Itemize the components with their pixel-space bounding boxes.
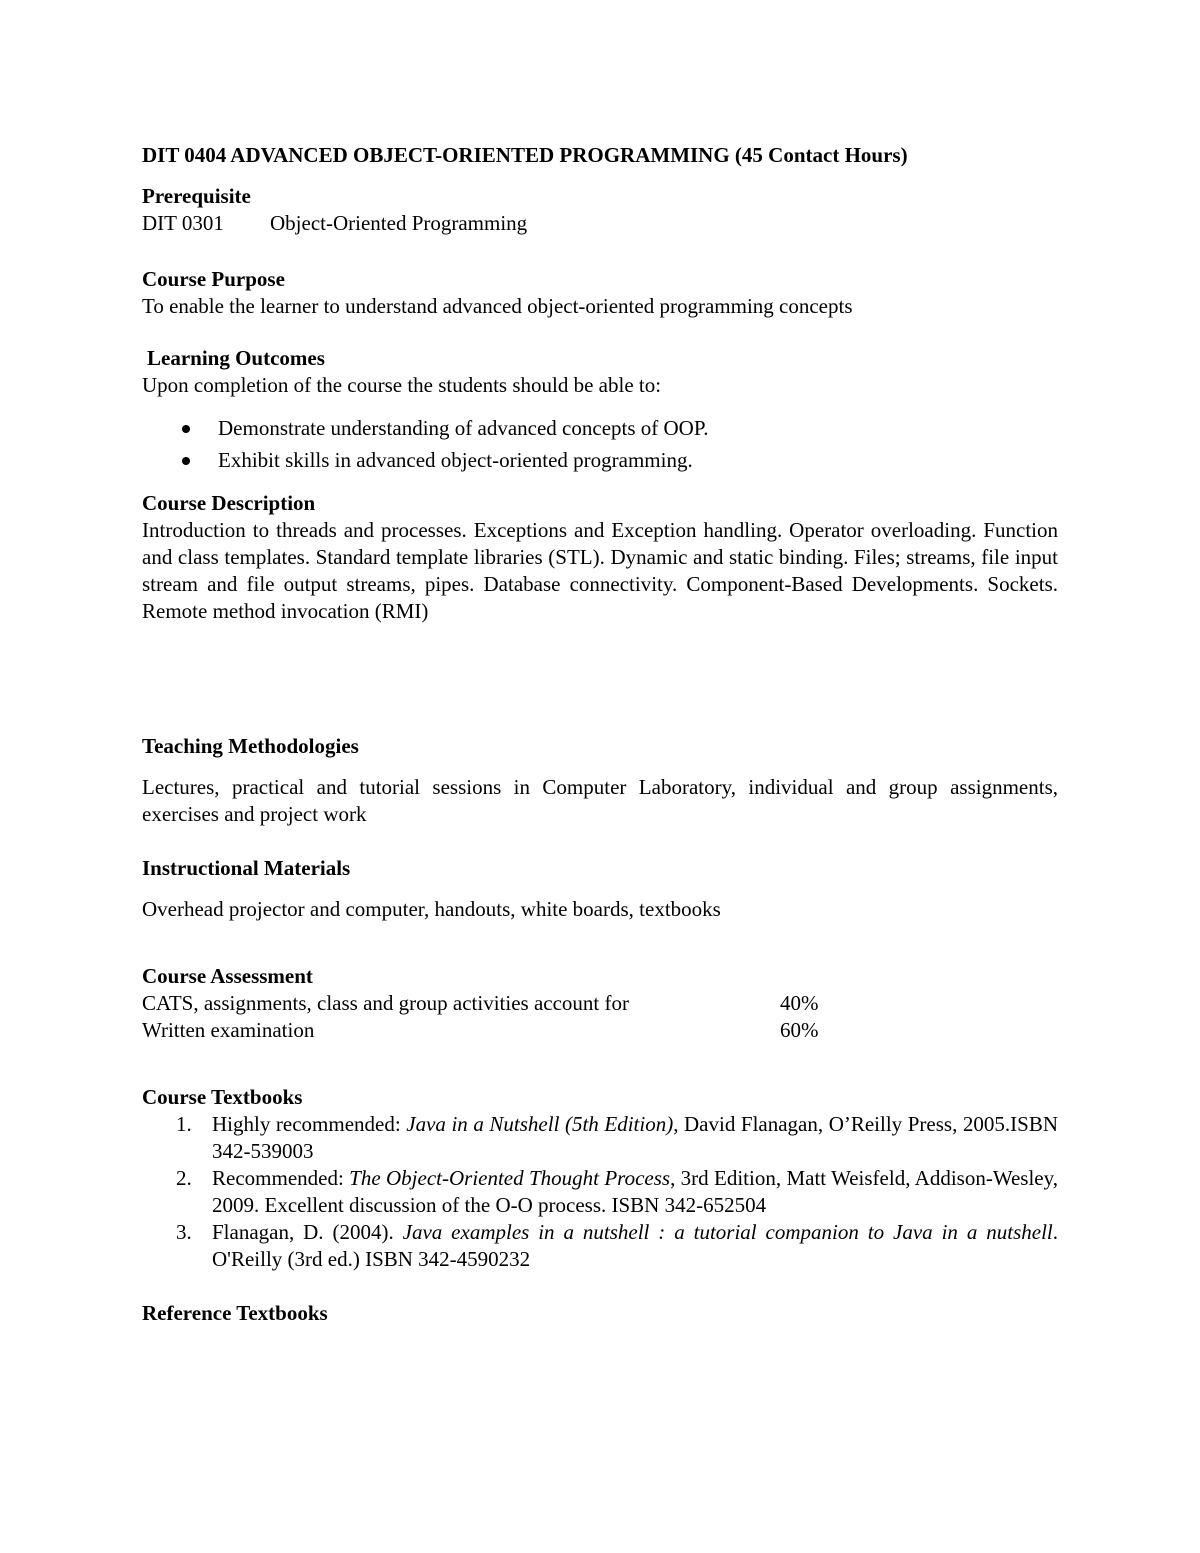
textbook-pre: Highly recommended:: [212, 1112, 407, 1136]
textbook-post: , 3rd Edition, Matt Weisfeld, Addison-Wesley, 2009. Excellent discussion of the O-O process. ISBN 342-652504: [212, 1166, 1058, 1217]
prerequisite-row: [142, 210, 1058, 237]
list-item: [142, 1165, 1058, 1219]
document-page: [142, 142, 1058, 1327]
reference-textbooks-heading: Reference Textbooks: [142, 1301, 328, 1325]
list-number: 2.: [176, 1166, 192, 1190]
textbook-pre: Recommended:: [212, 1166, 350, 1190]
learning-outcome-text: Exhibit skills in advanced object-oriented programming.: [218, 448, 693, 472]
textbook-title: Java examples in a nutshell : a tutorial companion to Java in a nutshell: [402, 1220, 1053, 1244]
textbook-title: Java in a Nutshell (5th Edition): [406, 1112, 674, 1136]
course-title: DIT 0404 ADVANCED OBJECT-ORIENTED PROGRAMMING (45 Contact Hours): [142, 143, 908, 167]
textbook-post: . O'Reilly (3rd ed.) ISBN 342-4590232: [212, 1220, 1058, 1271]
prerequisite-name: Object-Oriented Programming: [270, 211, 528, 235]
list-number: 1.: [176, 1112, 192, 1136]
instructional-materials-text: Overhead projector and computer, handouts, white boards, textbooks: [142, 897, 721, 921]
learning-outcomes-list: [142, 415, 1058, 474]
list-number: 3.: [176, 1220, 192, 1244]
learning-outcome-text: Demonstrate understanding of advanced concepts of OOP.: [218, 416, 709, 440]
assessment-label: Written examination: [142, 1018, 315, 1042]
teaching-methodologies-text: Lectures, practical and tutorial sessions in Computer Laboratory, individual and group assignments, exercises and project work: [142, 775, 1058, 826]
assessment-label: CATS, assignments, class and group activities account for: [142, 991, 629, 1015]
course-textbooks-heading: Course Textbooks: [142, 1085, 303, 1109]
assessment-value: 60%: [780, 1018, 819, 1042]
textbook-title: The Object-Oriented Thought Process: [349, 1166, 671, 1190]
assessment-row: [142, 1017, 1058, 1044]
learning-outcomes-heading: Learning Outcomes: [147, 346, 325, 370]
course-purpose-text: To enable the learner to understand advanced object-oriented programming concepts: [142, 294, 853, 318]
prerequisite-code: DIT 0301: [142, 211, 224, 235]
course-textbooks-list: [142, 1111, 1058, 1273]
list-item: [142, 447, 1058, 474]
course-description-text: Introduction to threads and processes. Exceptions and Exception handling. Operator overloading. Function and class templates. Standard template libraries (STL). Dynamic and static binding. Files; streams, file input stream and file output streams, pipes. Database connectivity. Component-Based Developments. Sockets. Remote method invocation (RMI): [142, 518, 1058, 623]
instructional-materials-heading: Instructional Materials: [142, 856, 351, 880]
bullet-icon: [182, 457, 190, 465]
bullet-icon: [182, 425, 190, 433]
list-item: [142, 1219, 1058, 1273]
course-purpose-heading: Course Purpose: [142, 267, 285, 291]
textbook-post: , David Flanagan, O’Reilly Press, 2005.ISBN 342-539003: [212, 1112, 1058, 1163]
teaching-methodologies-heading: Teaching Methodologies: [142, 734, 359, 758]
course-assessment-heading: Course Assessment: [142, 964, 313, 988]
course-description-heading: Course Description: [142, 491, 316, 515]
prerequisite-heading: Prerequisite: [142, 184, 251, 208]
assessment-value: 40%: [780, 991, 819, 1015]
assessment-row: [142, 990, 1058, 1017]
list-item: [142, 415, 1058, 442]
textbook-pre: Flanagan, D. (2004).: [212, 1220, 403, 1244]
list-item: [142, 1111, 1058, 1165]
learning-outcomes-intro: Upon completion of the course the students should be able to:: [142, 373, 662, 397]
